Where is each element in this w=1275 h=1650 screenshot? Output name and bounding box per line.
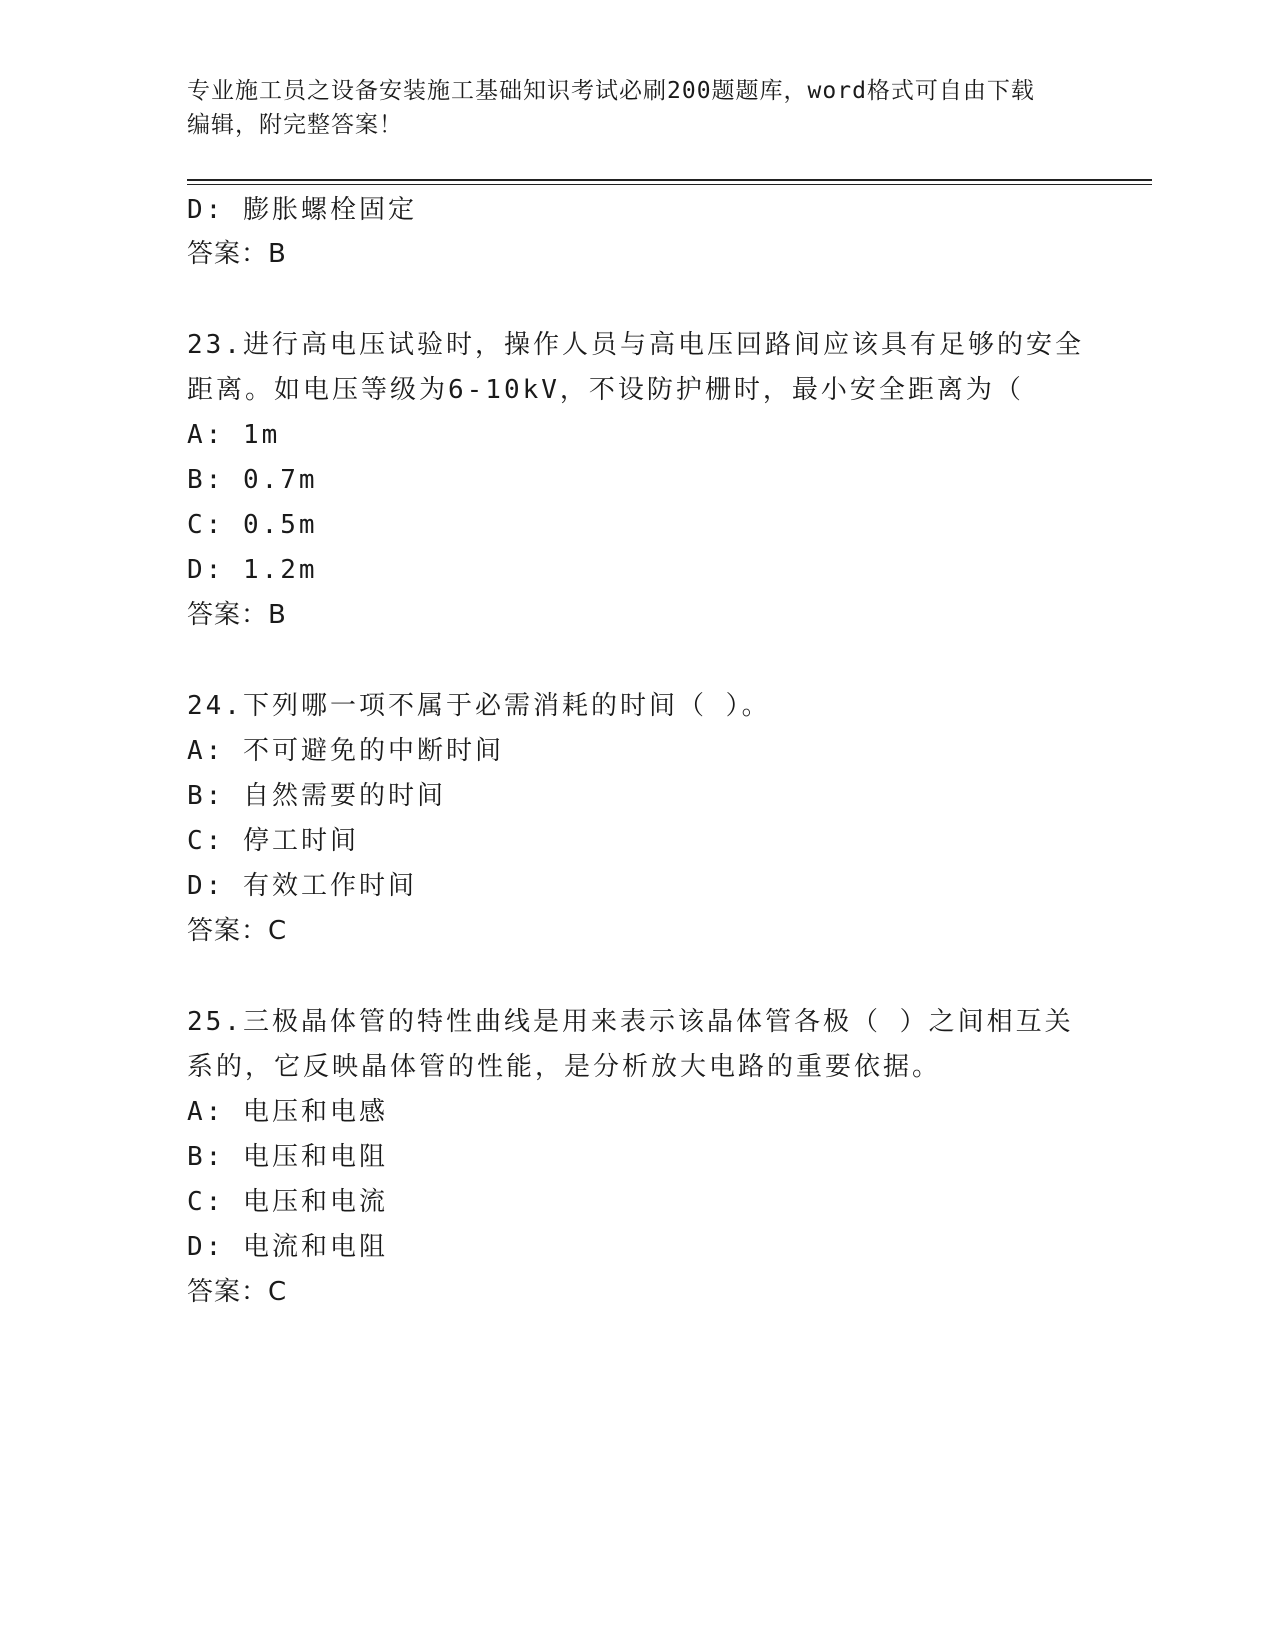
- header-line-2: 编辑，附完整答案！: [187, 112, 403, 138]
- q25-option-d: D: 电流和电阻: [187, 1232, 388, 1262]
- q24-option-a: A: 不可避免的中断时间: [187, 736, 504, 766]
- q23-option-b: B: 0.7m: [187, 465, 318, 495]
- q23-stem-line-2: 距离。如电压等级为6-10kV，不设防护栅时，最小安全距离为（: [187, 375, 1024, 405]
- q23-option-d: D: 1.2m: [187, 555, 318, 585]
- q23-answer: 答案：B: [187, 600, 287, 630]
- q25-option-a: A: 电压和电感: [187, 1097, 388, 1127]
- q25-answer: 答案：C: [187, 1277, 288, 1307]
- q25-stem-line-2: 系的，它反映晶体管的性能，是分析放大电路的重要依据。: [187, 1052, 942, 1082]
- q24-option-d: D: 有效工作时间: [187, 871, 417, 901]
- q24-option-b: B: 自然需要的时间: [187, 781, 446, 811]
- q24-option-c: C: 停工时间: [187, 826, 359, 856]
- q25-stem-line-1: 25.三极晶体管的特性曲线是用来表示该晶体管各极（ ）之间相互关: [187, 1007, 1074, 1037]
- q23-stem-line-1: 23.进行高电压试验时，操作人员与高电压回路间应该具有足够的安全: [187, 330, 1084, 360]
- prev-answer: 答案：B: [187, 239, 287, 269]
- q23-option-c: C: 0.5m: [187, 510, 318, 540]
- document-header: [187, 74, 1067, 142]
- header-line-1: 专业施工员之设备安装施工基础知识考试必刷200题题库，word格式可自由下载: [187, 78, 1035, 104]
- prev-option-d: D: 膨胀螺栓固定: [187, 195, 417, 225]
- q24-stem-line-1: 24.下列哪一项不属于必需消耗的时间（ ）。: [187, 691, 771, 721]
- q25-option-b: B: 电压和电阻: [187, 1142, 388, 1172]
- header-divider-thin: [187, 184, 1152, 185]
- q24-answer: 答案：C: [187, 916, 288, 946]
- q25-option-c: C: 电压和电流: [187, 1187, 388, 1217]
- q23-option-a: A: 1m: [187, 420, 281, 450]
- header-divider-thick: [187, 179, 1152, 181]
